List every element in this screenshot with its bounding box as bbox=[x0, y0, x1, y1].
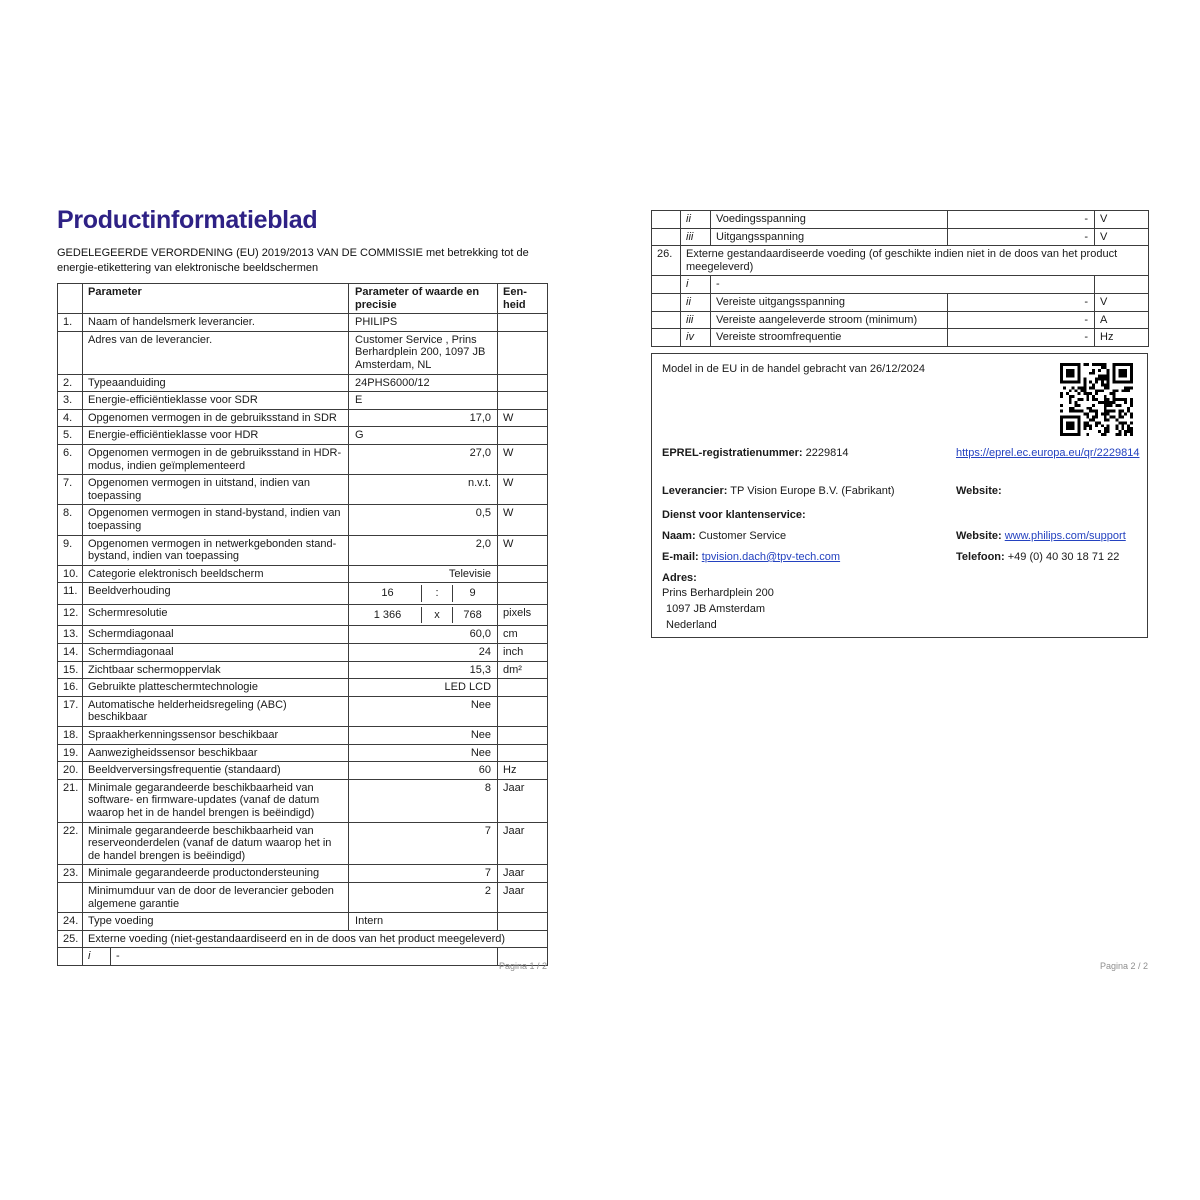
table-row bbox=[58, 314, 548, 332]
cell-unit: inch bbox=[498, 644, 548, 662]
leverancier-label: Leverancier: bbox=[662, 485, 728, 497]
cell-num: 13. bbox=[58, 626, 83, 644]
cell-value: 60,0 bbox=[349, 626, 498, 644]
cell-value: 2,0 bbox=[349, 535, 498, 565]
cell-unit bbox=[498, 696, 548, 726]
cell-num: 19. bbox=[58, 744, 83, 762]
cell-label: Minimale gegarandeerde productondersteuning bbox=[83, 865, 349, 883]
cell-label: - bbox=[111, 948, 498, 966]
email-label: E-mail: bbox=[662, 551, 699, 563]
table-row bbox=[652, 211, 1149, 229]
cell-unit bbox=[498, 727, 548, 745]
cell-num bbox=[652, 276, 681, 294]
cell-value: 7 bbox=[349, 865, 498, 883]
eprel-label: EPREL-registratienummer: bbox=[662, 447, 803, 459]
cell-split-value bbox=[349, 583, 498, 605]
cell-num: 9. bbox=[58, 535, 83, 565]
cell-unit: Jaar bbox=[498, 865, 548, 883]
header-unit: Een-heid bbox=[498, 284, 548, 314]
cell-roman: i bbox=[83, 948, 111, 966]
cell-value: 24 bbox=[349, 644, 498, 662]
cell-roman: iii bbox=[681, 311, 711, 329]
naam-value: Customer Service bbox=[698, 530, 787, 542]
cell-value: 0,5 bbox=[349, 505, 498, 535]
cell-unit bbox=[498, 913, 548, 931]
cell-span-label: Externe gestandaardiseerde voeding (of geschikte indien niet in de doos van het product meegeleverd) bbox=[681, 246, 1149, 276]
table-row bbox=[58, 331, 548, 374]
cell-value: - bbox=[948, 228, 1095, 246]
cell-label: Schermdiagonaal bbox=[83, 626, 349, 644]
cell-label: Gebruikte platteschermtechnologie bbox=[83, 679, 349, 697]
table-row bbox=[58, 679, 548, 697]
cell-label: Energie-efficiëntieklasse voor HDR bbox=[83, 427, 349, 445]
cell-num: 22. bbox=[58, 822, 83, 865]
cell-num: 4. bbox=[58, 409, 83, 427]
table-row bbox=[652, 311, 1149, 329]
cell-label: Schermresolutie bbox=[83, 604, 349, 626]
cell-value: n.v.t. bbox=[349, 475, 498, 505]
table-header-row bbox=[58, 284, 548, 314]
cell-label: Vereiste stroomfrequentie bbox=[711, 329, 948, 347]
cell-num bbox=[652, 228, 681, 246]
table-row bbox=[652, 246, 1149, 276]
cell-unit: W bbox=[498, 444, 548, 474]
cell-value: Nee bbox=[349, 696, 498, 726]
cell-label: Spraakherkenningssensor beschikbaar bbox=[83, 727, 349, 745]
cell-num: 24. bbox=[58, 913, 83, 931]
adres-label: Adres: bbox=[662, 572, 697, 584]
cell-num: 6. bbox=[58, 444, 83, 474]
email-line bbox=[662, 550, 840, 565]
table-row bbox=[58, 604, 548, 626]
cell-roman: iv bbox=[681, 329, 711, 347]
cell-unit: dm² bbox=[498, 661, 548, 679]
cell-value: 24PHS6000/12 bbox=[349, 374, 498, 392]
cell-label: Vereiste aangeleverde stroom (minimum) bbox=[711, 311, 948, 329]
model-date-line: Model in de EU in de handel gebracht van 26/12/2024 bbox=[662, 363, 925, 375]
cell-value: E bbox=[349, 392, 498, 410]
cell-unit: V bbox=[1095, 211, 1149, 229]
cell-num: 21. bbox=[58, 779, 83, 822]
cell-num: 3. bbox=[58, 392, 83, 410]
cell-label: Naam of handelsmerk leverancier. bbox=[83, 314, 349, 332]
table-row bbox=[652, 276, 1149, 294]
cell-label: Schermdiagonaal bbox=[83, 644, 349, 662]
cell-num: 7. bbox=[58, 475, 83, 505]
cell-value: 15,3 bbox=[349, 661, 498, 679]
cell-num: 20. bbox=[58, 762, 83, 780]
split-part: x bbox=[421, 607, 453, 624]
table-row bbox=[58, 696, 548, 726]
table-row bbox=[58, 930, 548, 948]
model-info-box bbox=[651, 353, 1148, 638]
table-row bbox=[58, 565, 548, 583]
cell-unit: Hz bbox=[1095, 329, 1149, 347]
cell-value: 7 bbox=[349, 822, 498, 865]
cell-num: 15. bbox=[58, 661, 83, 679]
naam-line bbox=[662, 529, 786, 544]
table-row bbox=[58, 913, 548, 931]
cell-num: 2. bbox=[58, 374, 83, 392]
website-label: Website: bbox=[956, 485, 1002, 497]
cell-unit bbox=[498, 583, 548, 605]
cell-unit: V bbox=[1095, 293, 1149, 311]
cell-num: 8. bbox=[58, 505, 83, 535]
telefoon-line bbox=[956, 550, 1119, 565]
cell-value: - bbox=[948, 329, 1095, 347]
website2-label: Website: bbox=[956, 530, 1002, 542]
adres-line: Nederland bbox=[666, 619, 717, 631]
cell-label: Type voeding bbox=[83, 913, 349, 931]
table-row bbox=[58, 392, 548, 410]
dienst-label: Dienst voor klantenservice: bbox=[662, 509, 806, 521]
cell-value: Intern bbox=[349, 913, 498, 931]
cell-label: Vereiste uitgangsspanning bbox=[711, 293, 948, 311]
table-row bbox=[58, 505, 548, 535]
cell-value: 17,0 bbox=[349, 409, 498, 427]
leverancier-value: TP Vision Europe B.V. (Fabrikant) bbox=[730, 485, 895, 497]
table-row bbox=[58, 779, 548, 822]
qr-code-icon bbox=[1060, 363, 1133, 436]
cell-label: Categorie elektronisch beeldscherm bbox=[83, 565, 349, 583]
table-row bbox=[58, 374, 548, 392]
cell-unit: W bbox=[498, 475, 548, 505]
cell-label: Adres van de leverancier. bbox=[83, 331, 349, 374]
cell-unit: W bbox=[498, 409, 548, 427]
cell-unit: Hz bbox=[498, 762, 548, 780]
cell-value: 60 bbox=[349, 762, 498, 780]
page-title: Productinformatieblad bbox=[57, 206, 318, 234]
website-support-line bbox=[956, 529, 1126, 544]
cell-num: 5. bbox=[58, 427, 83, 445]
split-part: 16 bbox=[381, 587, 394, 600]
cell-label: Beeldverversingsfrequentie (standaard) bbox=[83, 762, 349, 780]
cell-unit bbox=[498, 392, 548, 410]
cell-value: 8 bbox=[349, 779, 498, 822]
table-row bbox=[58, 744, 548, 762]
eprel-value: 2229814 bbox=[805, 447, 849, 459]
cell-num bbox=[58, 331, 83, 374]
cell-unit bbox=[498, 427, 548, 445]
cell-value: Televisie bbox=[349, 565, 498, 583]
cell-num bbox=[652, 311, 681, 329]
table-row bbox=[652, 329, 1149, 347]
table-row bbox=[58, 644, 548, 662]
table-row bbox=[58, 762, 548, 780]
cell-unit: W bbox=[498, 535, 548, 565]
parameter-table-page2 bbox=[651, 210, 1149, 347]
cell-label: - bbox=[711, 276, 1095, 294]
header-num-cell bbox=[58, 284, 83, 314]
cell-split-value bbox=[349, 604, 498, 626]
website-empty-line bbox=[956, 484, 1002, 499]
cell-unit bbox=[498, 374, 548, 392]
split-part: : bbox=[421, 585, 453, 602]
cell-label: Minimale gegarandeerde beschikbaarheid van reserveonderdelen (vanaf de datum waarop het in de handel brengen is beëindigd) bbox=[83, 822, 349, 865]
cell-label: Opgenomen vermogen in de gebruiksstand in HDR-modus, indien geïmplementeerd bbox=[83, 444, 349, 474]
split-part: 768 bbox=[463, 608, 482, 621]
cell-num: 18. bbox=[58, 727, 83, 745]
table-row bbox=[58, 427, 548, 445]
cell-label: Energie-efficiëntieklasse voor SDR bbox=[83, 392, 349, 410]
cell-value: - bbox=[948, 293, 1095, 311]
parameter-table-page1 bbox=[57, 283, 548, 966]
cell-value: Nee bbox=[349, 727, 498, 745]
table-row bbox=[58, 409, 548, 427]
cell-value: - bbox=[948, 211, 1095, 229]
cell-label: Voedingsspanning bbox=[711, 211, 948, 229]
table-row bbox=[58, 727, 548, 745]
adres-line: Prins Berhardplein 200 bbox=[662, 587, 774, 599]
cell-label: Minimumduur van de door de leverancier geboden algemene garantie bbox=[83, 882, 349, 912]
cell-unit bbox=[498, 314, 548, 332]
cell-value: Nee bbox=[349, 744, 498, 762]
table-row bbox=[652, 293, 1149, 311]
cell-label: Zichtbaar schermoppervlak bbox=[83, 661, 349, 679]
email-link[interactable]: tpvision.dach@tpv-tech.com bbox=[701, 551, 841, 563]
table-row bbox=[58, 882, 548, 912]
cell-num: 11. bbox=[58, 583, 83, 605]
page2-footer: Pagina 2 / 2 bbox=[1099, 961, 1148, 971]
cell-unit bbox=[498, 679, 548, 697]
cell-num bbox=[652, 293, 681, 311]
cell-value: LED LCD bbox=[349, 679, 498, 697]
telefoon-label: Telefoon: bbox=[956, 551, 1005, 563]
table-row bbox=[58, 475, 548, 505]
eprel-registration bbox=[662, 446, 848, 461]
cell-label: Minimale gegarandeerde beschikbaarheid van software- en firmware-updates (vanaf de datum waarop het in de handel brengen is beëindigd) bbox=[83, 779, 349, 822]
cell-label: Typeaanduiding bbox=[83, 374, 349, 392]
eprel-link-line bbox=[956, 446, 1139, 461]
cell-unit: A bbox=[1095, 311, 1149, 329]
cell-num: 26. bbox=[652, 246, 681, 276]
cell-label: Beeldverhouding bbox=[83, 583, 349, 605]
header-parameter: Parameter bbox=[83, 284, 349, 314]
cell-roman: iii bbox=[681, 228, 711, 246]
cell-label: Opgenomen vermogen in stand-bystand, indien van toepassing bbox=[83, 505, 349, 535]
cell-roman: ii bbox=[681, 211, 711, 229]
cell-num bbox=[58, 882, 83, 912]
cell-unit: Jaar bbox=[498, 779, 548, 822]
cell-roman: ii bbox=[681, 293, 711, 311]
cell-value: G bbox=[349, 427, 498, 445]
naam-label: Naam: bbox=[662, 530, 696, 542]
cell-unit: Jaar bbox=[498, 822, 548, 865]
cell-value: 27,0 bbox=[349, 444, 498, 474]
telefoon-value: +49 (0) 40 30 18 71 22 bbox=[1007, 551, 1120, 563]
cell-num: 14. bbox=[58, 644, 83, 662]
table-row bbox=[58, 444, 548, 474]
table-row bbox=[58, 661, 548, 679]
cell-label: Uitgangsspanning bbox=[711, 228, 948, 246]
cell-num: 10. bbox=[58, 565, 83, 583]
cell-label: Opgenomen vermogen in netwerkgebonden stand-bystand, indien van toepassing bbox=[83, 535, 349, 565]
eprel-link[interactable]: https://eprel.ec.europa.eu/qr/2229814 bbox=[956, 447, 1140, 459]
split-part: 9 bbox=[469, 587, 476, 600]
leverancier-line bbox=[662, 484, 895, 499]
cell-label: Aanwezigheidssensor beschikbaar bbox=[83, 744, 349, 762]
cell-label: Opgenomen vermogen in de gebruiksstand in SDR bbox=[83, 409, 349, 427]
split-part: 1 366 bbox=[373, 608, 402, 621]
philips-support-link[interactable]: www.philips.com/support bbox=[1004, 530, 1126, 542]
cell-value: - bbox=[948, 311, 1095, 329]
page1-footer: Pagina 1 / 2 bbox=[498, 961, 547, 971]
cell-num bbox=[652, 329, 681, 347]
cell-num: 1. bbox=[58, 314, 83, 332]
table-row bbox=[652, 228, 1149, 246]
cell-unit bbox=[1095, 276, 1149, 294]
cell-num: 25. bbox=[58, 930, 83, 948]
cell-num: 17. bbox=[58, 696, 83, 726]
cell-unit bbox=[498, 331, 548, 374]
table-row bbox=[58, 822, 548, 865]
cell-value: 2 bbox=[349, 882, 498, 912]
cell-unit: pixels bbox=[498, 604, 548, 626]
cell-label: Opgenomen vermogen in uitstand, indien van toepassing bbox=[83, 475, 349, 505]
table-row bbox=[58, 626, 548, 644]
cell-num: 16. bbox=[58, 679, 83, 697]
cell-unit: cm bbox=[498, 626, 548, 644]
cell-num: 12. bbox=[58, 604, 83, 626]
table-row bbox=[58, 583, 548, 605]
cell-unit bbox=[498, 565, 548, 583]
table-row bbox=[58, 865, 548, 883]
cell-unit: W bbox=[498, 505, 548, 535]
cell-value: PHILIPS bbox=[349, 314, 498, 332]
page-subtitle: GEDELEGEERDE VERORDENING (EU) 2019/2013 VAN DE COMMISSIE met betrekking tot de energie-etikettering van elektronische beeldschermen bbox=[57, 247, 529, 274]
cell-value: Customer Service , Prins Berhardplein 200, 1097 JB Amsterdam, NL bbox=[349, 331, 498, 374]
cell-unit: V bbox=[1095, 228, 1149, 246]
cell-span-label: Externe voeding (niet-gestandaardiseerd en in de doos van het product meegeleverd) bbox=[83, 930, 548, 948]
cell-roman: i bbox=[681, 276, 711, 294]
header-value: Parameter of waarde en precisie bbox=[349, 284, 498, 314]
table-row bbox=[58, 535, 548, 565]
cell-unit bbox=[498, 744, 548, 762]
cell-num bbox=[652, 211, 681, 229]
cell-num: 23. bbox=[58, 865, 83, 883]
cell-label: Automatische helderheidsregeling (ABC) beschikbaar bbox=[83, 696, 349, 726]
adres-line: 1097 JB Amsterdam bbox=[666, 603, 766, 615]
cell-unit: Jaar bbox=[498, 882, 548, 912]
